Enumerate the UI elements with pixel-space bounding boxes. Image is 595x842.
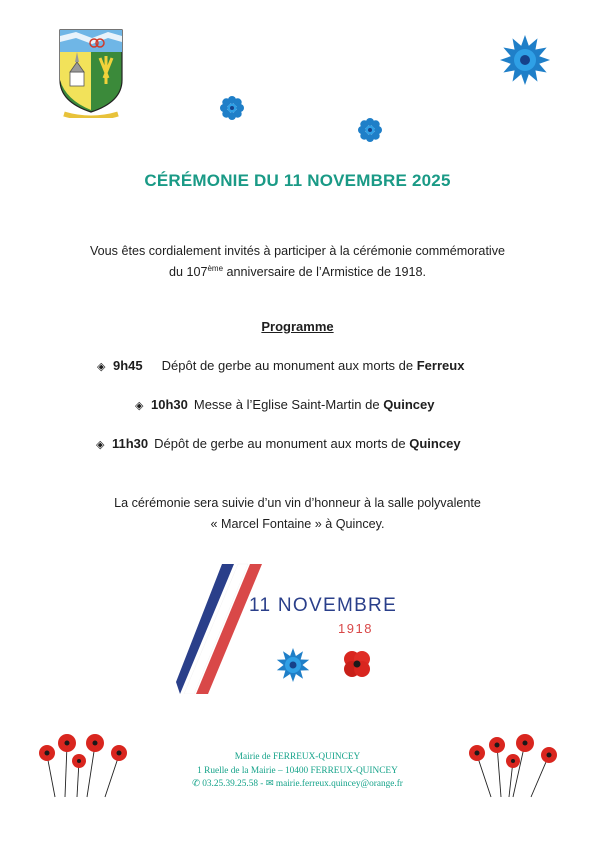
cornflower-icon — [219, 95, 245, 121]
programme-time: 11h30 — [112, 436, 149, 451]
footer-separator: - — [257, 779, 266, 789]
footer-phone: 03.25.39.25.58 — [202, 779, 258, 789]
page-title: CÉRÉMONIE DU 11 NOVEMBRE 2025 — [144, 171, 451, 190]
diamond-bullet-icon: ◈ — [97, 361, 106, 373]
footer-town-hall: Mairie de FERREUX-QUINCEY — [234, 752, 361, 762]
programme-time: 9h45 — [113, 358, 143, 373]
cornflower-icon — [498, 33, 552, 87]
invitation-text — [40, 241, 555, 283]
programme-place: Quincey — [383, 397, 435, 412]
poppy-bouquet-icon — [35, 733, 130, 798]
footer-contact — [150, 751, 445, 792]
programme-description: Messe à l’Eglise Saint-Martin de — [193, 397, 384, 412]
cornflower-icon — [357, 117, 383, 143]
invitation-line-1: Vous êtes cordialement invités à participer à la cérémonie commémorative — [89, 244, 506, 258]
footer-email[interactable]: mairie.ferreux.quincey@orange.fr — [275, 779, 403, 789]
programme-time: 10h30 — [151, 397, 188, 412]
diamond-bullet-icon: ◈ — [96, 439, 105, 451]
footer-address: 1 Ruelle de la Mairie – 10400 FERREUX-QUINCEY — [197, 765, 398, 776]
diamond-bullet-icon: ◈ — [135, 400, 144, 412]
programme-item — [97, 358, 464, 373]
closing-line-2: « Marcel Fontaine » à Quincey. — [210, 517, 385, 531]
emblem-date: 11 NOVEMBRE — [249, 595, 398, 616]
email-icon: ✉ — [265, 779, 274, 789]
programme-description: Dépôt de gerbe au monument aux morts de — [161, 358, 417, 373]
programme-place: Quincey — [409, 436, 461, 451]
programme-heading: Programme — [261, 319, 334, 334]
tricolor-stripes-icon — [172, 562, 264, 694]
programme-item — [135, 397, 434, 412]
invitation-line-2: du 107ème anniversaire de l’Armistice de 1918. — [168, 264, 427, 279]
closing-text — [40, 493, 555, 535]
cornflower-icon — [275, 647, 311, 683]
poppy-icon — [340, 647, 374, 681]
closing-line-1: La cérémonie sera suivie d’un vin d’honneur à la salle polyvalente — [114, 496, 481, 510]
footer-contact-line — [150, 778, 445, 792]
emblem-year: 1918 — [338, 621, 373, 636]
programme-description: Dépôt de gerbe au monument aux morts de — [154, 436, 410, 451]
programme-item — [96, 436, 461, 451]
phone-icon: ✆ — [192, 779, 200, 789]
programme-place: Ferreux — [416, 358, 465, 373]
coat-of-arms-icon — [56, 28, 126, 118]
poppy-bouquet-icon — [465, 733, 560, 798]
